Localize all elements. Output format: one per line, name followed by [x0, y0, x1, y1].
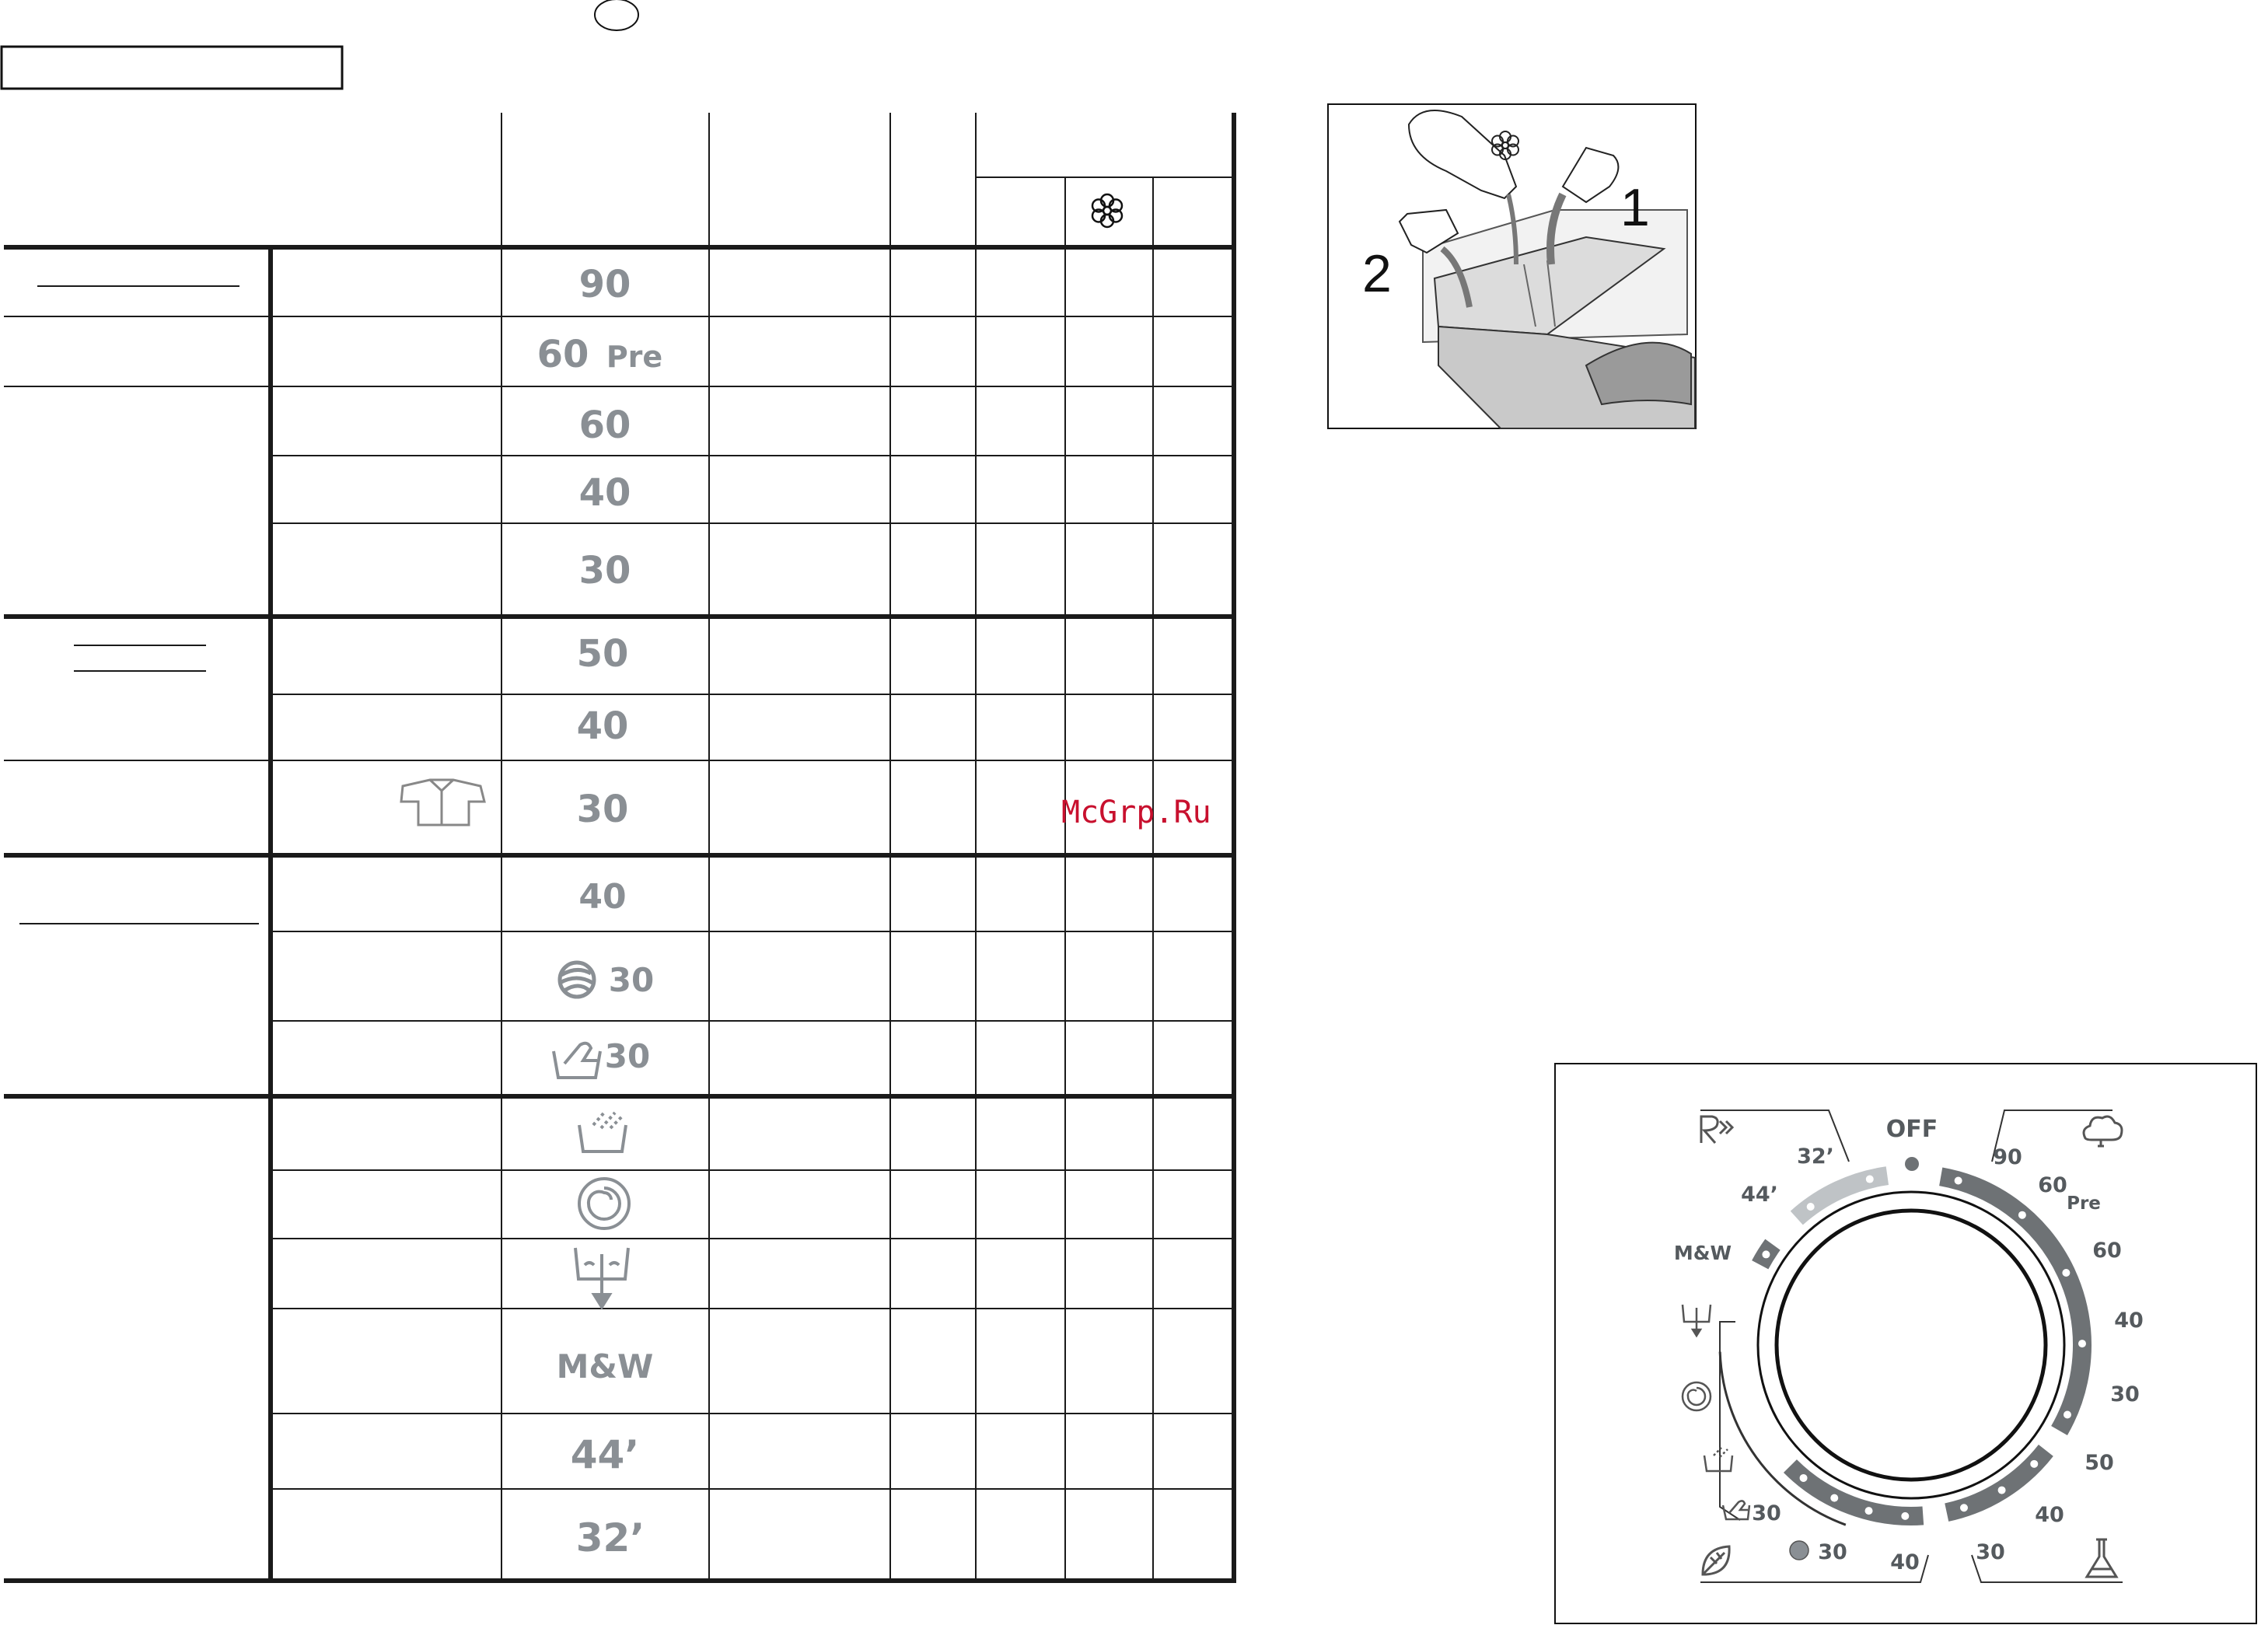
dial-label-30-hand: 30 — [1752, 1501, 1781, 1525]
dial-off-label: OFF — [1885, 1116, 1938, 1143]
dial-label-30-wool: 30 — [1818, 1540, 1847, 1564]
temp-label: 60 — [536, 333, 589, 376]
dial-arc-dot — [1800, 1474, 1808, 1482]
dial-label-44: 44’ — [1741, 1183, 1778, 1207]
dial-label-mw: M&W — [1673, 1242, 1732, 1264]
program-dial-illustration — [1555, 1064, 2256, 1623]
dial-arc-dot — [2030, 1460, 2038, 1468]
temp-label: 30 — [576, 788, 629, 831]
drawer-label-1: 1 — [1620, 178, 1650, 237]
language-badge — [595, 0, 638, 30]
temp-suffix-pre: Pre — [606, 340, 663, 374]
temp-label: 60 — [578, 404, 631, 447]
temp-label: 40 — [576, 704, 629, 748]
dial-arc-dot — [2078, 1340, 2086, 1347]
detergent-drawer-illustration — [1328, 104, 1696, 428]
temp-label: 30 — [604, 1037, 651, 1075]
dial-label-40b: 40 — [2035, 1503, 2064, 1527]
hand-wash-icon — [554, 1043, 600, 1078]
temp-label: 32’ — [575, 1515, 645, 1560]
dial-arc-dot — [1901, 1512, 1909, 1520]
spin-icon — [579, 1179, 629, 1228]
dial-label-90: 90 — [1993, 1145, 2022, 1169]
dial-label-40c: 40 — [1890, 1550, 1920, 1574]
dial-label-pre: Pre — [2067, 1193, 2101, 1214]
section-title-box — [2, 47, 342, 89]
temperature-column — [537, 263, 663, 1560]
drawer-label-2: 2 — [1362, 244, 1392, 303]
dial-arc-dot — [1830, 1494, 1838, 1502]
temp-label-mw: M&W — [556, 1347, 654, 1386]
temp-label: 44’ — [570, 1432, 640, 1477]
wool-icon — [1790, 1541, 1808, 1560]
wool-icon — [560, 963, 594, 997]
dial-label-30b: 30 — [1976, 1540, 2005, 1564]
dial-arc-dot — [2062, 1269, 2070, 1277]
dial-label-40: 40 — [2114, 1309, 2144, 1333]
dial-arc-dot — [2064, 1410, 2071, 1418]
dial-arc-dot — [1866, 1176, 1874, 1183]
dial-arc-dot — [1762, 1250, 1770, 1258]
softener-flower-icon — [1092, 194, 1122, 227]
temp-label: 40 — [578, 877, 627, 917]
dial-label-32: 32’ — [1797, 1144, 1834, 1169]
shirt-icon — [401, 780, 484, 825]
dial-label-50: 50 — [2085, 1451, 2114, 1475]
temp-label: 90 — [578, 263, 631, 306]
watermark-text: McGrp.Ru — [1061, 795, 1211, 830]
temp-label: 30 — [608, 961, 655, 999]
dial-label-60: 60 — [2092, 1239, 2122, 1263]
drain-icon — [575, 1248, 628, 1307]
temp-label: 50 — [576, 632, 629, 676]
temp-label: 40 — [578, 471, 631, 515]
temp-label: 30 — [578, 549, 631, 592]
dial-label-30: 30 — [2110, 1382, 2140, 1407]
dial-arc-dot — [2018, 1211, 2026, 1219]
dial-arc-dot — [1998, 1487, 2006, 1494]
dial-arc-dot — [1807, 1203, 1815, 1211]
dial-label-60-pre: 60 — [2038, 1173, 2067, 1197]
dial-arc-dot — [1960, 1504, 1968, 1511]
dial-arc-dot — [1865, 1507, 1873, 1515]
rinse-icon — [579, 1113, 626, 1151]
dial-arc-dot — [1955, 1177, 1962, 1185]
